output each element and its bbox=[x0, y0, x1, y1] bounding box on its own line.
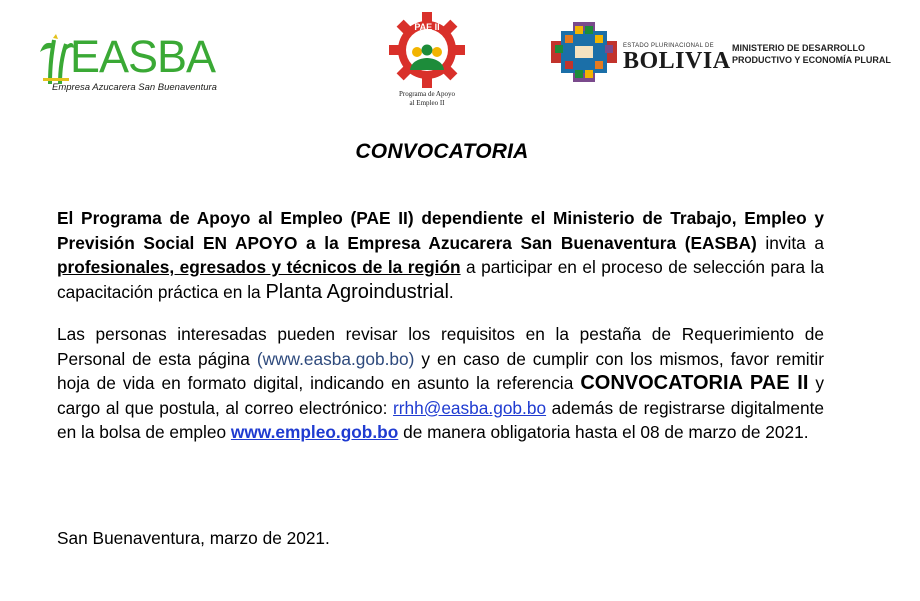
instructions-text-3: y cargo al que postula, al correo electrónico: bbox=[57, 373, 824, 418]
employment-portal-link[interactable]: www.empleo.gob.bo bbox=[230, 422, 399, 443]
easba-wordmark: EASBA bbox=[70, 31, 216, 82]
pae-caption-line2: al Empleo II bbox=[409, 99, 445, 107]
bolivia-state-label: ESTADO PLURINACIONAL DE bbox=[623, 43, 714, 49]
easba-logo bbox=[40, 31, 240, 98]
chakana-icon bbox=[551, 22, 617, 82]
bolivia-wordmark: BOLIVIA bbox=[623, 48, 731, 74]
reference-code: CONVOCATORIA PAE II bbox=[580, 372, 809, 395]
intro-text-1: invita a bbox=[756, 232, 824, 253]
ministry-line1: MINISTERIO DE DESARROLLO bbox=[732, 43, 866, 53]
gear-icon bbox=[382, 10, 472, 90]
ministry-line2: PRODUCTIVO Y ECONOMÍA PLURAL bbox=[732, 55, 891, 65]
ministry-name bbox=[732, 42, 891, 66]
intro-paragraph bbox=[57, 206, 824, 304]
intro-text-2: a participar en el proceso de selección para la capacitación práctica en la bbox=[57, 257, 824, 302]
instructions-text-2: y en caso de cumplir con los mismos, favor remitir hoja de vida en formato digital, indicando en asunto la referencia bbox=[57, 348, 824, 394]
plant-name: Planta Agroindustrial bbox=[265, 280, 449, 303]
website-reference: (www.easba.gob.bo) bbox=[256, 348, 415, 369]
bolivia-logo bbox=[551, 22, 891, 82]
instructions-paragraph bbox=[57, 322, 824, 445]
sugarcane-icon bbox=[40, 34, 74, 86]
place-date: San Buenaventura, marzo de 2021. bbox=[57, 528, 330, 548]
intro-bold-text: El Programa de Apoyo al Empleo (PAE II) dependiente el Ministerio de Trabajo, Empleo y Previsión Social EN APOYO a la Empresa Azucarera San Buenaventura (EASBA) bbox=[57, 208, 824, 253]
intro-text-3: . bbox=[448, 281, 454, 302]
instructions-text-4: además de registrarse digitalmente en la bolsa de empleo bbox=[57, 397, 824, 443]
easba-subtitle: Empresa Azucarera San Buenaventura bbox=[52, 82, 217, 93]
target-audience: profesionales, egresados y técnicos de la región bbox=[57, 257, 461, 278]
pae-caption-line1: Programa de Apoyo bbox=[399, 90, 455, 98]
instructions-text-5: de manera obligatoria hasta el 08 de marzo de 2021. bbox=[398, 422, 809, 443]
pae-caption bbox=[382, 90, 472, 108]
document-title: CONVOCATORIA bbox=[355, 140, 529, 163]
pae-mark: PAE II bbox=[414, 22, 440, 32]
pae-logo bbox=[382, 10, 472, 110]
email-link[interactable]: rrhh@easba.gob.bo bbox=[393, 397, 547, 418]
instructions-text-1: Las personas interesadas pueden revisar los requisitos en la pestaña de Requerimiento de Personal de esta página bbox=[57, 324, 824, 369]
